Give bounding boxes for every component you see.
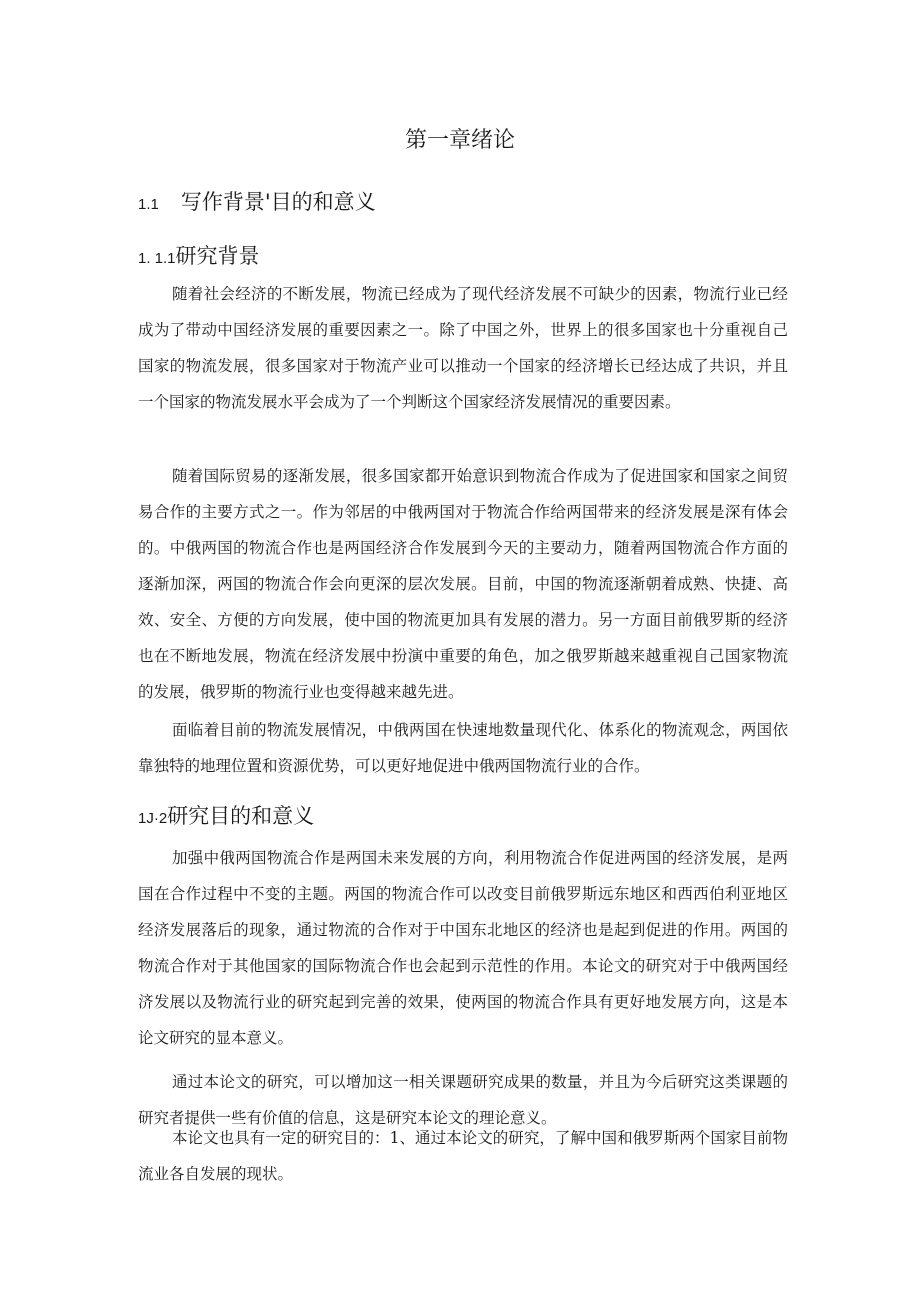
- purpose-paragraph-3: 本论文也具有一定的研究目的：1、通过本论文的研究，了解中国和俄罗斯两个国家目前物流业各自发展的现状。: [138, 1129, 788, 1183]
- background-paragraph-3: 面临着目前的物流发展情况，中俄两国在快速地数量现代化、体系化的物流观念，两国依靠独特的地理位置和资源优势，可以更好地促进中俄两国物流行业的合作。: [138, 721, 788, 775]
- purpose-paragraph-1: 加强中俄两国物流合作是两国未来发展的方向，利用物流合作促进两国的经济发展，是两国在合作过程中不变的主题。两国的物流合作可以改变目前俄罗斯远东地区和西西伯利亚地区经济发展落后的现象，通过物流的合作对于中国东北地区的经济也是起到促进的作用。两国的物流合作对于其他国家的国际物流合作也会起到示范性的作用。本论文的研究对于中俄两国经济发展以及物流行业的研究起到完善的效果，使两国的物流合作具有更好地发展方向，这是本论文研究的显本意义。: [138, 849, 788, 1047]
- section-number: 1.1: [138, 196, 159, 213]
- section-heading-1-1-1: [138, 240, 260, 270]
- section-number: 1. 1.1: [138, 250, 176, 267]
- chapter-title: 第一章绪论: [404, 128, 515, 153]
- section-title: 研究目的和意义: [167, 804, 315, 828]
- background-paragraph-1: 随着社会经济的不断发展，物流已经成为了现代经济发展不可缺少的因素，物流行业已经成为了带动中国经济发展的重要因素之一。除了中国之外，世界上的很多国家也十分重视自己国家的物流发展，很多国家对于物流产业可以推动一个国家的经济增长已经达成了共识，并且一个国家的物流发展水平会成为了一个判断这个国家经济发展情况的重要因素。: [138, 285, 788, 411]
- section-title: 研究背景: [175, 244, 260, 268]
- section-heading-1-1: [138, 186, 376, 216]
- section-heading-1-1-2: [138, 800, 314, 830]
- section-number: 1J·2: [138, 810, 168, 827]
- background-paragraph-2: 随着国际贸易的逐渐发展，很多国家都开始意识到物流合作成为了促进国家和国家之间贸易合作的主要方式之一。作为邻居的中俄两国对于物流合作给两国带来的经济发展是深有体会的。中俄两国的物流合作也是两国经济合作发展到今天的主要动力，随着两国物流合作方面的逐渐加深，两国的物流合作会向更深的层次发展。目前，中国的物流逐渐朝着成熟、快捷、高效、安全、方便的方向发展，使中国的物流更加具有发展的潜力。另一方面目前俄罗斯的经济也在不断地发展，物流在经济发展中扮演中重要的角色，加之俄罗斯越来越重视自己国家物流的发展，俄罗斯的物流行业也变得越来越先进。: [138, 467, 788, 701]
- purpose-paragraph-2: 通过本论文的研究，可以增加这一相关课题研究成果的数量，并且为今后研究这类课题的研究者提供一些有价值的信息，这是研究本论文的理论意义。: [138, 1073, 788, 1127]
- section-title: 写作背景'目的和意义: [180, 190, 376, 214]
